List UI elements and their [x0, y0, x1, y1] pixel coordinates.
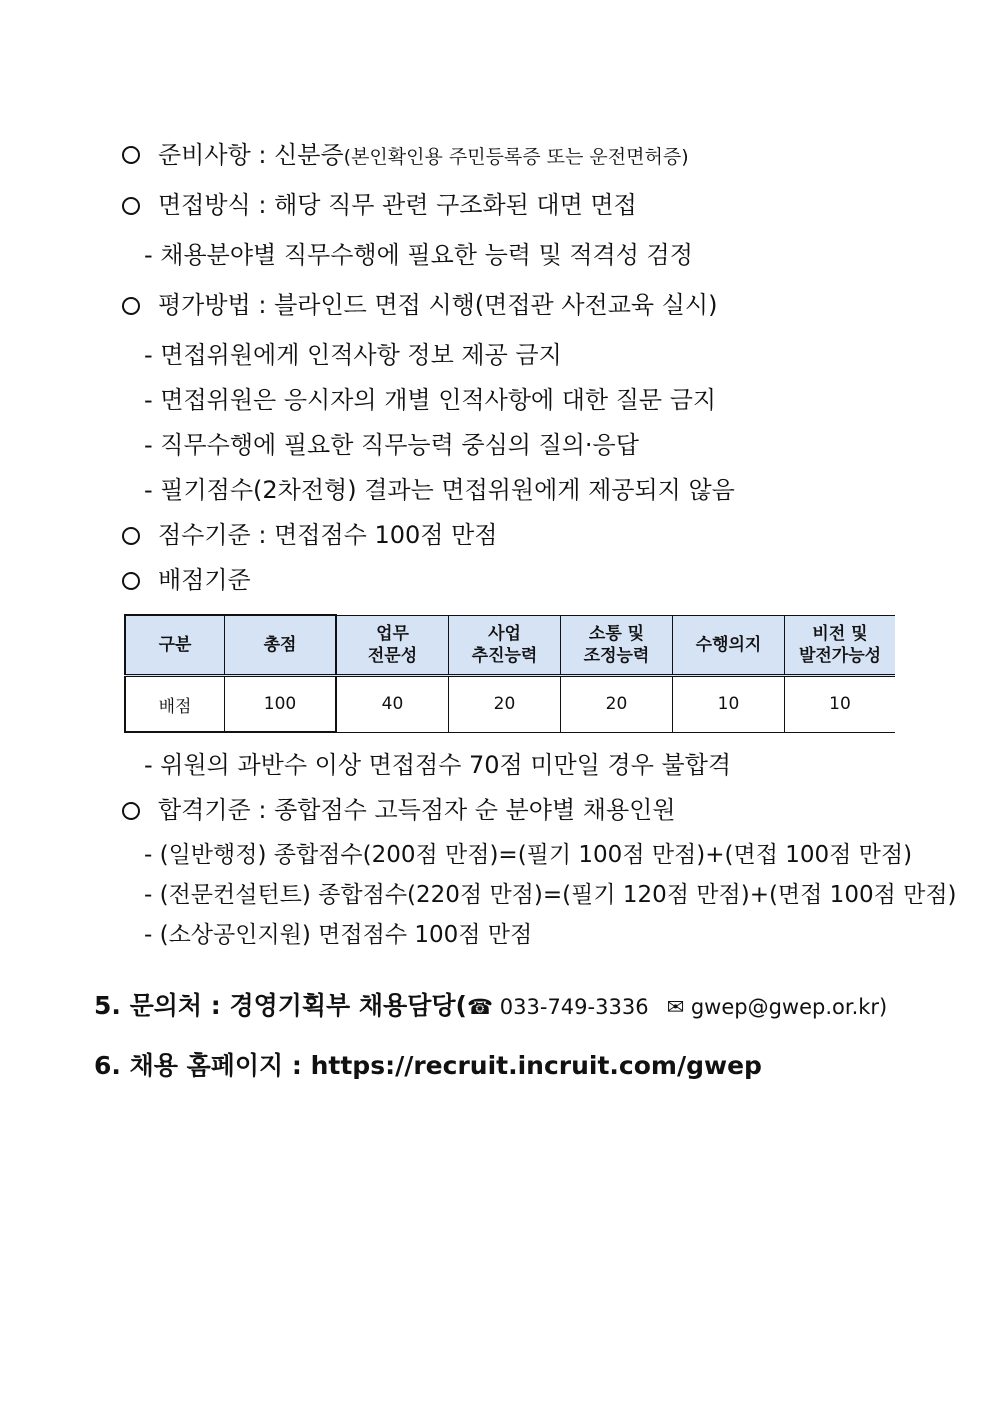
bullet-icon [122, 146, 140, 164]
contact-phone: 033-749-3336 [493, 995, 649, 1019]
fail-rule: - 위원의 과반수 이상 면접점수 70점 미만일 경우 불합격 [144, 751, 732, 779]
eval-sub-1: - 면접위원에게 인적사항 정보 제공 금지 [144, 341, 562, 369]
value-cell: 40 [336, 676, 449, 733]
value-cell: 10 [673, 676, 785, 733]
header-cell: 업무 전문성 [336, 615, 449, 676]
header-cell: 구분 [125, 615, 225, 676]
bullet-icon [122, 527, 140, 545]
homepage-heading [94, 1050, 762, 1082]
pass-std-item: 합격기준 : 종합점수 고득점자 순 분야별 채용인원 [158, 796, 676, 824]
method-item: 면접방식 : 해당 직무 관련 구조화된 대면 면접 [158, 191, 637, 219]
table-header-row [125, 615, 895, 676]
contact-email: gwep@gwep.or.kr) [684, 995, 888, 1019]
method-sub: - 채용분야별 직무수행에 필요한 능력 및 적격성 검정 [144, 241, 693, 269]
homepage-label: 6. 채용 홈페이지 : [94, 1051, 311, 1080]
row-label-cell: 배점 [125, 676, 225, 733]
eval-item: 평가방법 : 블라인드 면접 시행(면접관 사전교육 실시) [158, 291, 718, 319]
header-cell: 소통 및 조정능력 [561, 615, 673, 676]
pass-sub-1: - (일반행정) 종합점수(200점 만점)=(필기 100점 만점)+(면접 100점 만점) [144, 842, 913, 868]
value-cell: 20 [449, 676, 561, 733]
alloc-std-item: 배점기준 [158, 566, 251, 594]
score-table [124, 614, 895, 733]
score-std-item: 점수기준 : 면접점수 100점 만점 [158, 521, 498, 549]
prep-note: (본인확인용 주민등록증 또는 운전면허증) [343, 146, 689, 168]
value-cell: 10 [785, 676, 896, 733]
table-row [125, 676, 895, 733]
header-cell: 총점 [225, 615, 337, 676]
header-cell: 수행의지 [673, 615, 785, 676]
value-cell: 100 [225, 676, 337, 733]
prep-item [158, 140, 689, 172]
header-cell: 비전 및 발전가능성 [785, 615, 896, 676]
bullet-icon [122, 572, 140, 590]
eval-sub-2: - 면접위원은 응시자의 개별 인적사항에 대한 질문 금지 [144, 386, 717, 414]
eval-sub-4: - 필기점수(2차전형) 결과는 면접위원에게 제공되지 않음 [144, 476, 735, 504]
value-cell: 20 [561, 676, 673, 733]
pass-sub-2: - (전문컨설턴트) 종합점수(220점 만점)=(필기 120점 만점)+(면접 100점 만점) [144, 882, 957, 908]
prep-label: 준비사항 : 신분증 [158, 141, 344, 169]
eval-sub-3: - 직무수행에 필요한 직무능력 중심의 질의·응답 [144, 431, 639, 459]
homepage-link[interactable]: https://recruit.incruit.com/gwep [310, 1051, 762, 1080]
bullet-icon [122, 197, 140, 215]
phone-icon: ☎ [466, 995, 494, 1019]
bullet-icon [122, 297, 140, 315]
bullet-icon [122, 802, 140, 820]
header-cell: 사업 추진능력 [449, 615, 561, 676]
mail-icon: ✉ [666, 995, 685, 1019]
pass-sub-3: - (소상공인지원) 면접점수 100점 만점 [144, 922, 533, 948]
contact-label: 5. 문의처 : 경영기획부 채용담당( [94, 991, 467, 1020]
contact-heading [94, 990, 887, 1023]
